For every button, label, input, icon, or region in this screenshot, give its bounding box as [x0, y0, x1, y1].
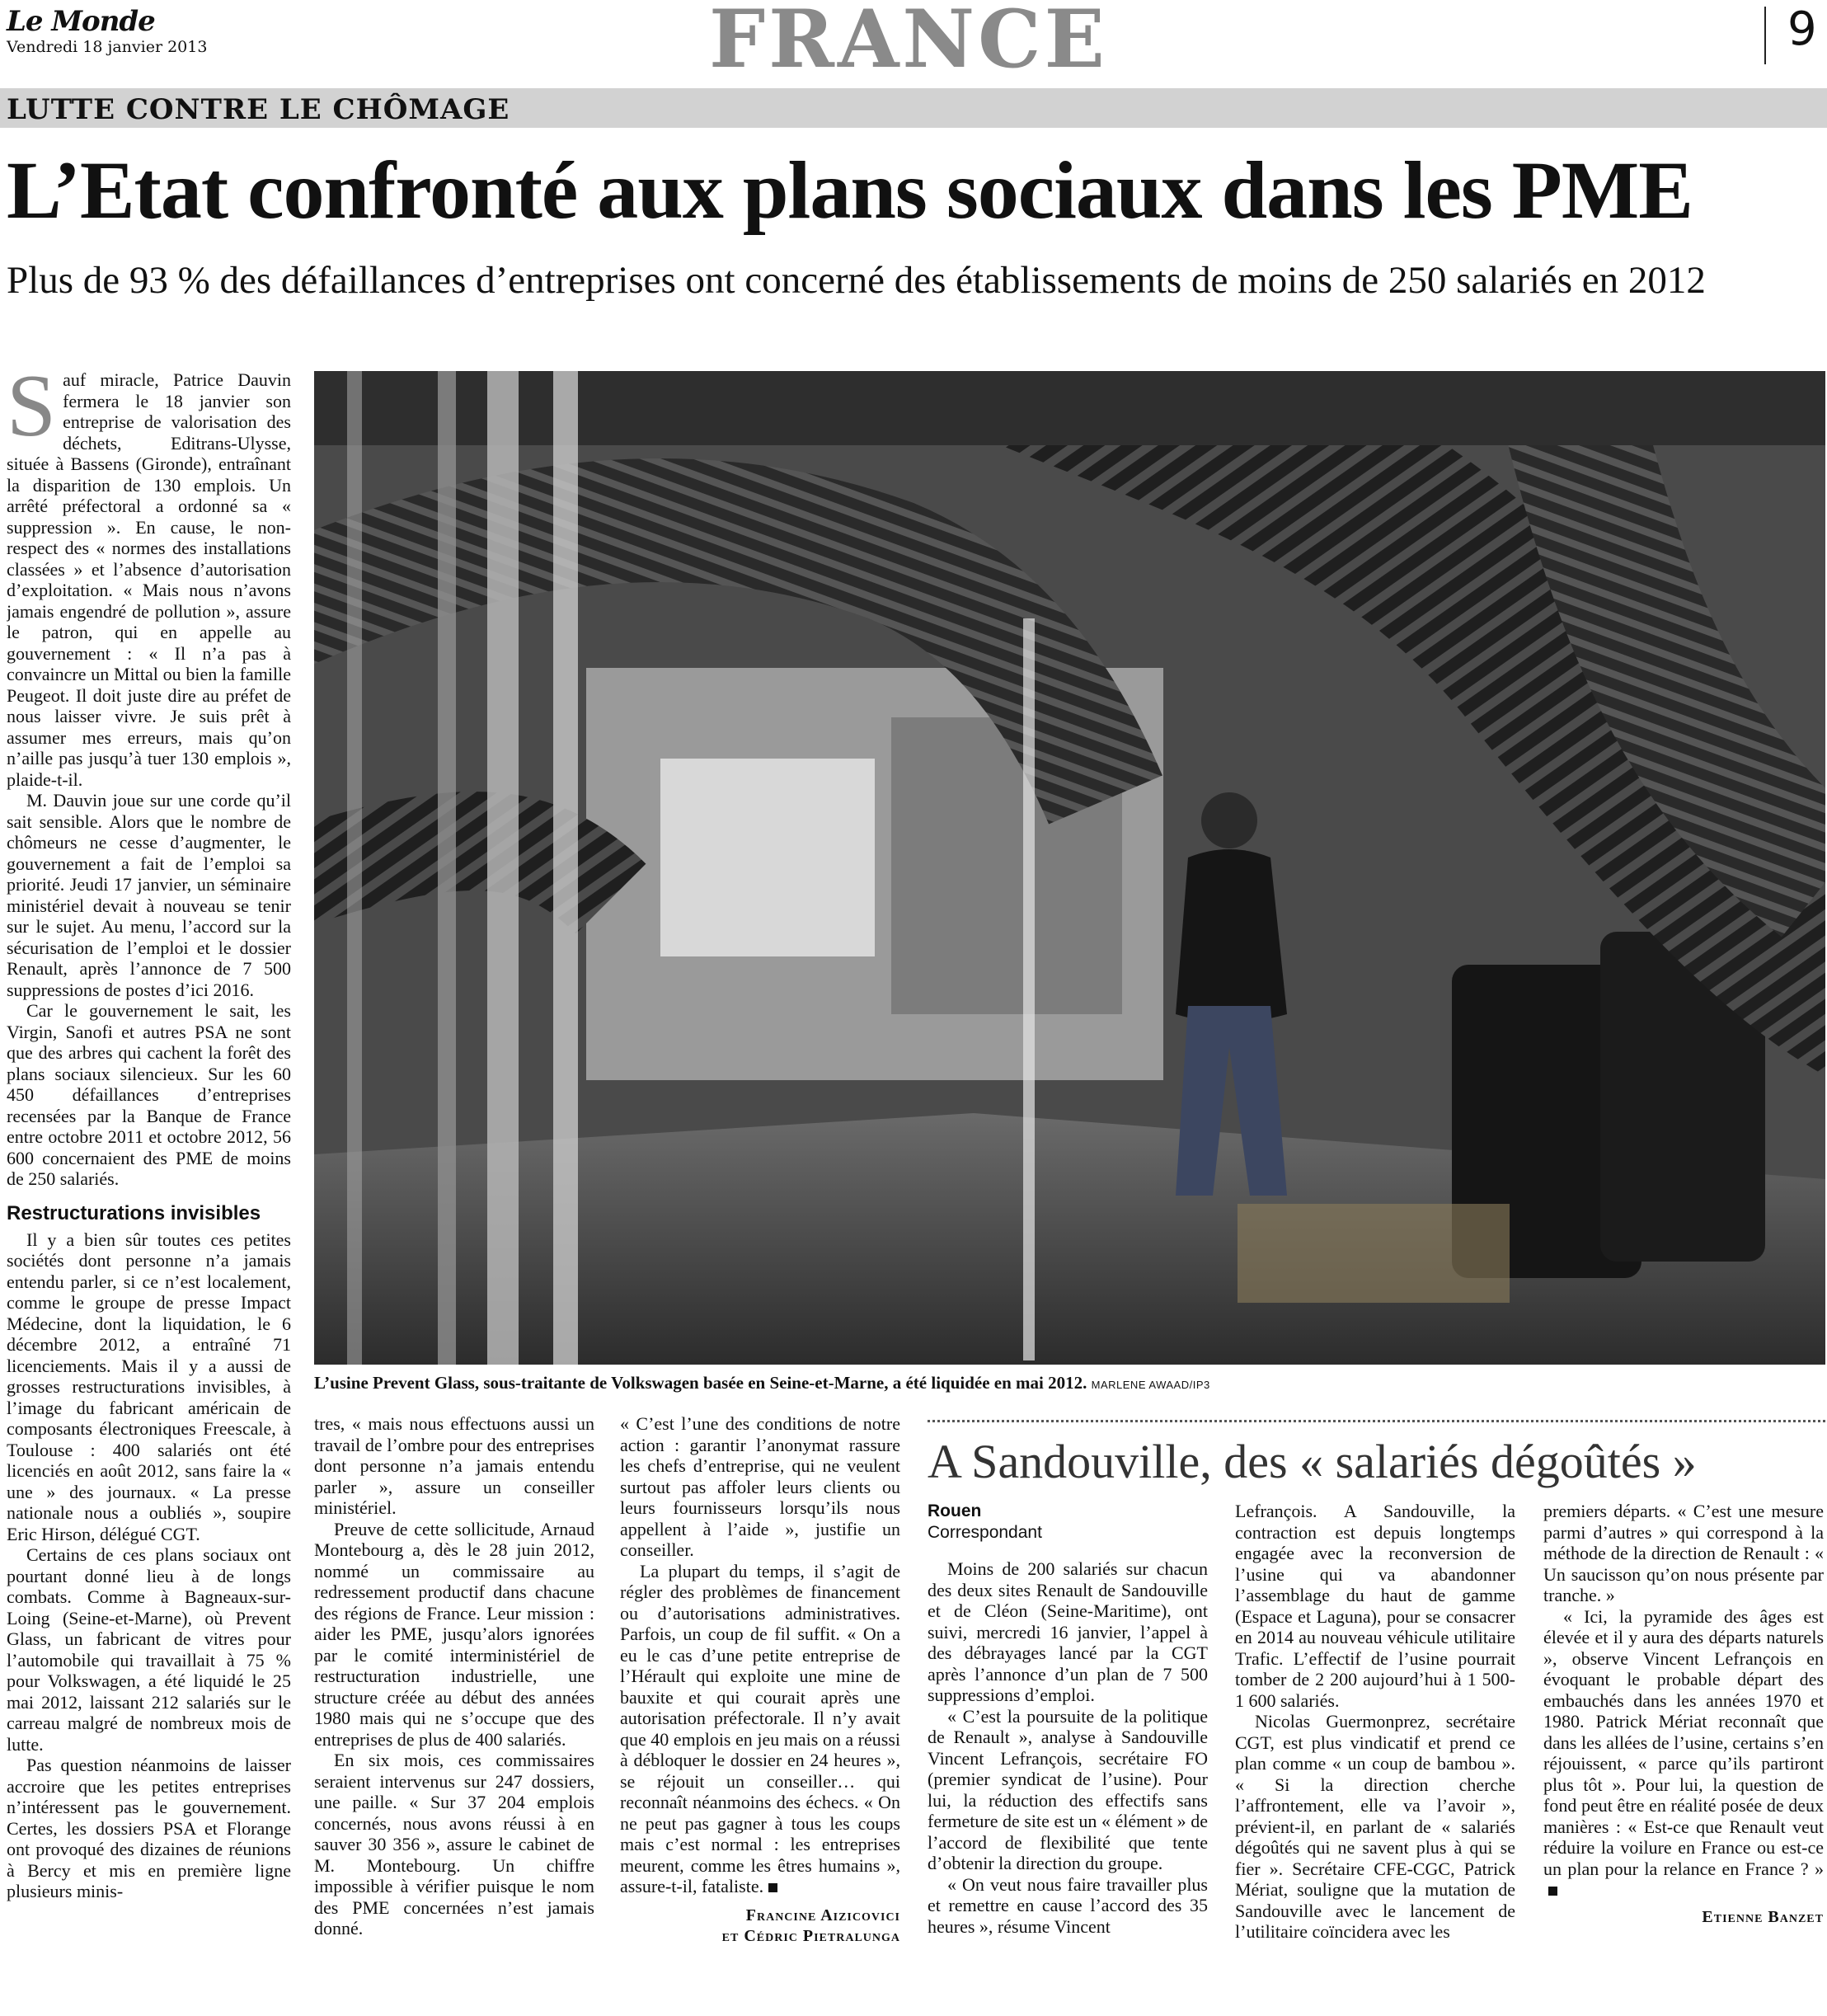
article-paragraph-text: auf miracle, Patrice Dauvin fermera le 18 janvier son entreprise de valorisation des déchets, Editrans-Ulysse, située à Bassens (Gironde), entraînant la disparition de 130 emplois. Un arrêté préfectoral a ordonné sa « suppression ». En cause, le non-respect des « normes des installations classées » et l’absence d’autorisation d’exploitation. « Mais nous n’avons jamais engendré de pollution », assure le patron, qui en appelle au gouvernement : « Il n’a pas à convaincre un Mittal ou bien la famille Peugeot. Il doit juste dire au préfet de nous laisser vivre. Je suis prêt à assumer mes erreurs, mais qu’on n’aille pas jusqu’à tuer 130 emplois », plaide-t-il. [7, 369, 291, 790]
sidebar-paragraph [1543, 1606, 1824, 1901]
article-paragraph: Certains de ces plans sociaux ont pourtant donné lieu à de longs combats. Comme à Bagneaux-sur-Loing (Seine-et-Marne), où Prevent Glass, un fabricant de vitres pour l’automobile qui travaillait à 75 % pour Volkswagen, a été liquidé le 25 mai 2012, laissant 212 salariés sur le carreau malgré de nombreux mois de lutte. [7, 1544, 291, 1755]
article-column-2 [314, 1413, 594, 2007]
sidebar-byline: Etienne Banzet [1702, 1907, 1824, 1926]
factory-photo-illustration [314, 371, 1825, 1365]
page-number-divider [1764, 7, 1766, 64]
article-subhead: Restructurations invisibles [7, 1201, 261, 1224]
sidebar-dateline: Rouen [928, 1501, 982, 1520]
sidebar-column-2 [1235, 1501, 1515, 2012]
sidebar-paragraph-text: « Ici, la pyramide des âges est élevée et il y aura des départs naturels », observe Vincent Lefrançois en évoquant le probable départ des embauchés dans les années 1970 et 1980. Patrick Mériat reconnaît que dans les allées de l’usine, certains s’en réjouissent, « parce qu’ils partiront plus tôt ». Pour lui, la question de fond peut être en réalité posée de deux manières : « Est-ce que Renault veut réduire la voilure en France ou est-ce un plan pour la relance en France ? » [1543, 1605, 1824, 1879]
photo-caption-text: L’usine Prevent Glass, sous-traitante de Volkswagen basée en Seine-et-Marne, a été liquidée en mai 2012. [314, 1373, 1087, 1393]
sidebar-paragraph: Lefrançois. A Sandouville, la contraction est depuis longtemps engagée avec la reconversion de l’usine qui va abandonner l’assemblage du haut de gamme (Espace et Laguna), pour se consacrer en 2014 au nouveau véhicule utilitaire Trafic. L’effectif de l’usine pourrait tomber de 2 200 aujourd’hui à 1 500-1 600 salariés. [1235, 1501, 1515, 1711]
article-paragraph [620, 1561, 900, 1897]
article-column-1 [7, 369, 291, 2010]
end-of-article-mark [768, 1883, 777, 1892]
end-of-article-mark [1548, 1887, 1557, 1896]
article-column-3 [620, 1413, 900, 2011]
article-paragraph: M. Dauvin joue sur une corde qu’il sait sensible. Alors que le nombre de chômeurs ne cesse d’augmenter, le gouvernement a fait de l’emploi sa priorité. Jeudi 17 janvier, un séminaire ministériel devait à nouveau se tenir sur le sujet. Au menu, l’accord sur la sécurisation de l’emploi et le dossier Renault, après l’annonce de 7 500 suppressions de postes d’ici 2016. [7, 790, 291, 1000]
byline-1: Francine Aizicovici [745, 1906, 900, 1924]
sidebar-paragraph: premiers départs. « C’est une mesure parmi d’autres » qui correspond à la méthode de la direction de Renault : « Un saucisson qu’on nous présente par tranche. » [1543, 1501, 1824, 1605]
article-paragraph: « C’est l’une des conditions de notre action : garantir l’anonymat rassure les chefs d’entreprise, qui ne veulent surtout pas affoler leurs clients ou leurs fournisseurs lorsqu’ils nous appellent à l’aide », justifie un conseiller. [620, 1413, 900, 1560]
issue-date: Vendredi 18 janvier 2013 [7, 38, 208, 56]
sidebar-column-1 [928, 1501, 1208, 2012]
sidebar-role: Correspondant [928, 1523, 1042, 1542]
rubric-band [0, 88, 1827, 128]
sidebar-column-3 [1543, 1501, 1824, 2012]
dropcap: S [7, 369, 57, 455]
article-paragraph: Preuve de cette sollicitude, Arnaud Montebourg a, dès le 28 juin 2012, nommé un commissaire au redressement productif dans chacune des régions de France. Leur mission : aider les PME, jusqu’alors ignorées par le comité interministériel de restructuration industrielle, une structure créée au début des années 1980 mais qui ne s’occupe que des entreprises de plus de 400 salariés. [314, 1518, 594, 1750]
article-paragraph: Il y a bien sûr toutes ces petites sociétés dont personne n’a jamais entendu parler, si ce n’est localement, comme le groupe de presse Impact Médecine, dont la liquidation, le 6 décembre 2012, a entraîné 71 licenciements. Mais il y a aussi de grosses restructurations invisibles, à l’image du fabricant américain de composants électroniques Freescale, à Toulouse : 400 salariés ont été licenciés en août 2012, sans faire la « une » des journaux. « La presse nationale nous a oubliés », soupire Eric Hirson, délégué CGT. [7, 1229, 291, 1544]
photo-credit: MARLENE AWAAD/IP3 [1091, 1379, 1210, 1391]
sidebar-paragraph: Nicolas Guermonprez, secrétaire CGT, est plus vindicatif et prend ce plan comme « un coup de bambou ». « Si la direction cherche l’affrontement, elle va l’avoir », prévient-il, en parlant de « salariés dégoûtés qui ne savent plus à qui se fier ». Secrétaire CFE-CGC, Patrick Mériat, souligne que la mutation de Sandouville avec le lancement de l’utilitaire coïncidera avec les [1235, 1711, 1515, 1942]
page-number: 9 [1787, 2, 1817, 56]
article-paragraph: En six mois, ces commissaires seraient intervenus sur 247 dossiers, une paille. « Sur 37 204 emplois concernés, nous avons réussi à en sauver 30 356 », assure le cabinet de M. Montebourg. Un chiffre impossible à vérifier puisque le nom des PME concernées n’est jamais donné. [314, 1750, 594, 1938]
sidebar-paragraph: « On veut nous faire travailler plus et remettre en cause l’accord des 35 heures », résume Vincent [928, 1873, 1208, 1937]
sidebar-paragraph: Moins de 200 salariés sur chacun des deux sites Renault de Sandouville et de Cléon (Seine-Maritime), ont suivi, mercredi 16 janvier, l’appel à des débrayages lancé par la CGT après l’annonce d’un plan de 7 500 suppressions d’emploi. [928, 1558, 1208, 1705]
article-paragraph-text: La plupart du temps, il s’agit de régler des problèmes de financement ou d’autorisations administratives. Parfois, un coup de fil suffit. « On a eu le cas d’une petite entreprise de l’Hérault qui exploite une mine de bauxite et qui courait après une autorisation préfectorale. Il n’y avait que 40 emplois en jeu mais on a réussi à débloquer le dossier en 24 heures », se réjouit un conseiller… qui reconnaît néanmoins des échecs. « On ne peut pas gagner à tous les coups mais c’est normal : les entreprises meurent, comme les êtres humains », assure-t-il, fataliste. [620, 1560, 900, 1896]
rubric-label: LUTTE CONTRE LE CHÔMAGE [7, 93, 510, 126]
article-paragraph [7, 369, 291, 790]
masthead-logo: Le Monde [7, 5, 155, 38]
sidebar-headline: A Sandouville, des « salariés dégoûtés » [928, 1435, 1697, 1488]
deck: Plus de 93 % des défaillances d’entreprises ont concerné des établissements de moins de 250 salariés en 2012 [7, 259, 1706, 302]
photo-caption [314, 1372, 1825, 1396]
article-photo [314, 371, 1825, 1365]
sidebar-top-rule [928, 1420, 1825, 1422]
article-paragraph: Car le gouvernement le sait, les Virgin, Sanofi et autres PSA ne sont que des arbres qui cachent la forêt des plans sociaux silencieux. Sur les 60 450 défaillances d’entreprises recensées par la Banque de France entre octobre 2011 et octobre 2012, 56 600 concernaient des PME de moins de 250 salariés. [7, 1000, 291, 1189]
sidebar-paragraph: « C’est la poursuite de la politique de Renault », analyse à Sandouville Vincent Lefrançois, secrétaire FO (premier syndicat de l’usine). Pour lui, la réduction des effectifs sans fermeture de site est un « élément » de l’accord de flexibilité que tente d’obtenir la direction du groupe. [928, 1705, 1208, 1873]
byline-2: et Cédric Pietralunga [721, 1927, 900, 1945]
article-paragraph: tres, « mais nous effectuons aussi un travail de l’ombre pour des entreprises dont personne n’a jamais entendu parler », assure un conseiller ministériel. [314, 1413, 594, 1518]
section-title: FRANCE [709, 0, 1108, 86]
article-paragraph: Pas question néanmoins de laisser accroire que les petites entreprises n’intéressent pas le gouvernement. Certes, les dossiers PSA et Florange ont provoqué des dizaines de réunions à Bercy et mis en première ligne plusieurs minis- [7, 1755, 291, 1901]
headline: L’Etat confronté aux plans sociaux dans les PME [7, 144, 1693, 236]
